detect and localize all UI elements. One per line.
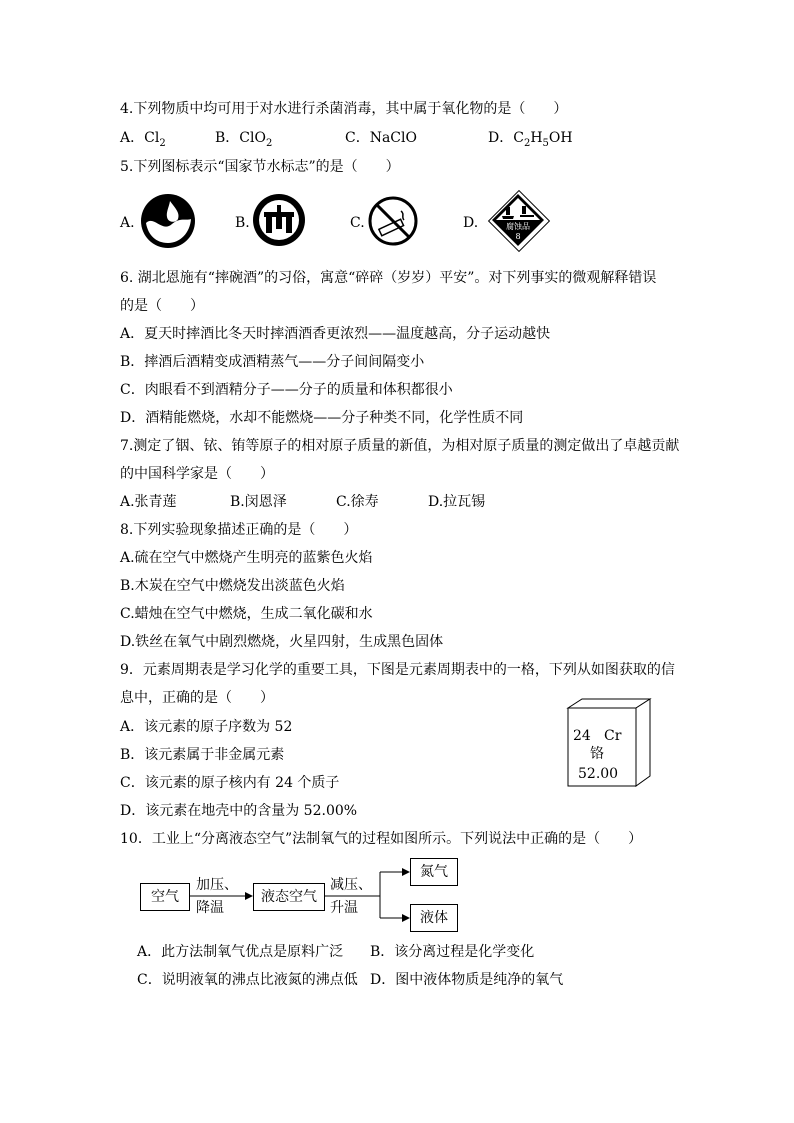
q5-label-c: C. bbox=[350, 215, 365, 231]
q9-option-d: D．该元素在地壳中的含量为 52.00% bbox=[120, 803, 358, 819]
q4-stem: 4.下列物质中均可用于对水进行杀菌消毒，其中属于氧化物的是（ ） bbox=[120, 101, 568, 117]
flow-box-liquid-air: 液态空气 bbox=[253, 883, 325, 911]
q8-option-a: A.硫在空气中燃烧产生明亮的蓝紫色火焰 bbox=[120, 550, 373, 566]
q7-option-b: B.闵恩泽 bbox=[230, 494, 287, 510]
energy-saving-icon bbox=[252, 193, 306, 247]
q10-option-b: B．该分离过程是化学变化 bbox=[370, 944, 535, 960]
q6-option-d: D．酒精能燃烧，水却不能燃烧——分子种类不同，化学性质不同 bbox=[120, 410, 524, 426]
flow-step2-bottom: 升温 bbox=[330, 900, 358, 916]
element-number: 24 bbox=[573, 728, 591, 744]
corrosive-hazard-icon bbox=[489, 191, 547, 249]
q6-option-a: A．夏天时摔酒比冬天时摔酒酒香更浓烈——温度越高，分子运动越快 bbox=[120, 326, 551, 342]
corrosive-class: 8 bbox=[515, 232, 521, 241]
q7-stem-line2: 的中国科学家是（ ） bbox=[120, 466, 274, 482]
flow-box-liquid: 液体 bbox=[410, 904, 458, 932]
q9-stem-line2: 息中，正确的是（ ） bbox=[120, 690, 274, 706]
q10-option-c: C．说明液氧的沸点比液氮的沸点低 bbox=[137, 972, 358, 988]
flow-step1-top: 加压、 bbox=[196, 877, 238, 893]
q9-stem-line1: 9．元素周期表是学习化学的重要工具，下图是元素周期表中的一格，下列从如图获取的信 bbox=[120, 662, 675, 678]
q7-option-c: C.徐寿 bbox=[336, 494, 379, 510]
q7-option-a: A.张青莲 bbox=[120, 494, 177, 510]
q8-option-b: B.木炭在空气中燃烧发出淡蓝色火焰 bbox=[120, 578, 345, 594]
flow-box-air: 空气 bbox=[140, 883, 190, 911]
q9-option-c: C．该元素的原子核内有 24 个质子 bbox=[120, 775, 340, 791]
q7-stem-line1: 7.测定了铟、铱、铕等原子的相对原子质量的新值，为相对原子质量的测定做出了卓越贡献 bbox=[120, 438, 680, 454]
q4-option-b: B．ClO$_2$ bbox=[215, 130, 273, 149]
q9-option-b: B．该元素属于非金属元素 bbox=[120, 747, 285, 763]
q8-option-d: D.铁丝在氧气中剧烈燃烧，火星四射，生成黑色固体 bbox=[120, 634, 444, 650]
corrosive-label: 腐蚀品 bbox=[506, 222, 530, 231]
q8-stem: 8.下列实验现象描述正确的是（ ） bbox=[120, 522, 358, 538]
flow-step1-bottom: 降温 bbox=[196, 900, 224, 916]
q4-option-a: A．$Cl_2$ bbox=[120, 130, 166, 149]
q10-option-d: D．图中液体物质是纯净的氧气 bbox=[370, 972, 564, 988]
flow-step2-top: 减压、 bbox=[330, 877, 372, 893]
q4-option-c: C．NaClO bbox=[345, 130, 417, 146]
q4-option-d: D．$C_2H_5OH$ bbox=[488, 130, 573, 149]
q5-label-d: D. bbox=[463, 215, 479, 231]
element-name: 铬 bbox=[590, 746, 604, 762]
q5-label-b: B. bbox=[235, 215, 250, 231]
q6-stem-line2: 的是（ ） bbox=[120, 298, 204, 314]
q7-option-d: D.拉瓦锡 bbox=[428, 494, 486, 510]
flow-box-nitrogen: 氮气 bbox=[410, 858, 458, 886]
q5-label-a: A. bbox=[120, 215, 135, 231]
q9-option-a: A．该元素的原子序数为 52 bbox=[120, 719, 293, 735]
q10-stem: 10．工业上“分离液态空气”法制氧气的过程如图所示。下列说法中正确的是（ ） bbox=[120, 831, 643, 847]
q10-option-a: A．此方法制氧气优点是原料广泛 bbox=[137, 944, 344, 960]
no-smoking-icon bbox=[367, 195, 419, 247]
element-symbol: Cr bbox=[604, 728, 622, 744]
element-mass: 52.00 bbox=[578, 766, 619, 782]
q6-option-c: C．肉眼看不到酒精分子——分子的质量和体积都很小 bbox=[120, 382, 453, 398]
q6-stem-line1: 6. 湖北恩施有“摔碗酒”的习俗，寓意“碎碎（岁岁）平安”。对下列事实的微观解释错误 bbox=[120, 270, 657, 286]
q8-option-c: C.蜡烛在空气中燃烧，生成二氧化碳和水 bbox=[120, 606, 373, 622]
q5-stem: 5.下列图标表示“国家节水标志”的是（ ） bbox=[120, 159, 400, 175]
q6-option-b: B．摔酒后酒精变成酒精蒸气——分子间间隔变小 bbox=[120, 354, 425, 370]
water-saving-icon bbox=[140, 193, 196, 249]
